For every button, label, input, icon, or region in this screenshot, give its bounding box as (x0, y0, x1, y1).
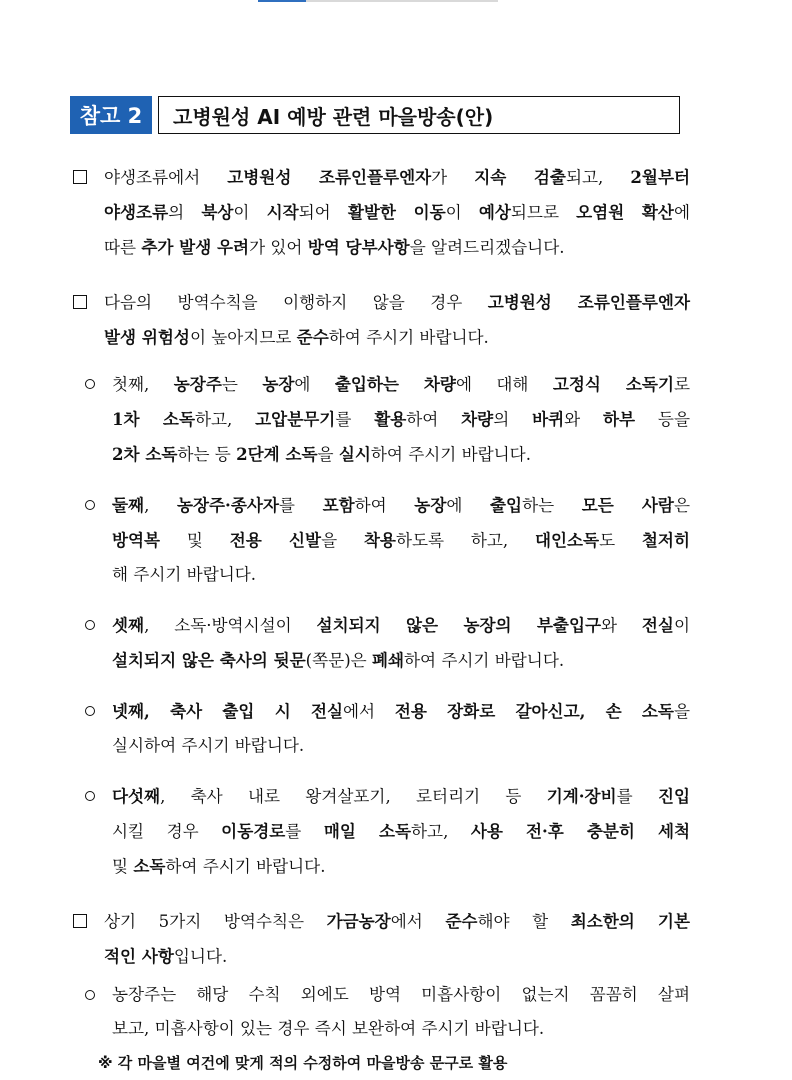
title-row (70, 96, 680, 134)
measure-3-line-1: 셋째, 소독·방역시설이 설치되지 않은 농장의 부출입구와 전실이 (112, 615, 690, 635)
document-body (70, 160, 690, 1073)
measure-1 (70, 367, 690, 472)
measure-1-line-1: 첫째, 농장주는 농장에 출입하는 차량에 대해 고정식 소독기로 (112, 374, 691, 394)
measure-4 (70, 694, 690, 763)
measure-5-line-1: 다섯째, 축사 내로 왕겨살포기, 로터리기 등 기계·장비를 진입 (112, 786, 690, 806)
circle-bullet-icon (85, 791, 95, 801)
header-rule-accent (258, 0, 306, 2)
additional-note-item (70, 978, 690, 1046)
measure-4-line-1: 넷째, 축사 출입 시 전실에서 전용 장화로 갈아신고, 손 소독을 (112, 701, 690, 721)
section-3 (70, 904, 690, 974)
circle-bullet-icon (85, 379, 95, 389)
measure-2-line-3: 해 주시기 바랍니다. (112, 565, 257, 584)
square-bullet-icon (73, 914, 87, 928)
document-title: 고병원성 AI 예방 관련 마을방송(안) (158, 96, 680, 134)
circle-bullet-icon (85, 706, 95, 716)
measure-2-line-1: 둘째, 농장주·종사자를 포함하여 농장에 출입하는 모든 사람은 (112, 495, 690, 515)
section-2-line-2: 발생 위험성이 높아지므로 준수하여 주시기 바랍니다. (104, 327, 489, 347)
circle-bullet-icon (85, 990, 95, 1000)
section-1-line-3: 따른 추가 발생 우려가 있어 방역 당부사항을 알려드리겠습니다. (104, 237, 565, 257)
measure-2-line-2: 방역복 및 전용 신발을 착용하도록 하고, 대인소독도 철저히 (112, 530, 690, 550)
section-3-line-2: 적인 사항입니다. (104, 946, 228, 966)
section-1-line-2: 야생조류의 북상이 시작되어 활발한 이동이 예상되므로 오염원 확산에 (104, 202, 690, 222)
measure-4-line-2: 실시하여 주시기 바랍니다. (112, 736, 305, 755)
usage-note: ※ 각 마을별 여건에 맞게 적의 수정하여 마을방송 문구로 활용 (98, 1054, 508, 1072)
section-1 (70, 160, 690, 265)
measure-5-line-2: 시킬 경우 이동경로를 매일 소독하고, 사용 전·후 충분히 세척 (112, 821, 690, 841)
header-rule (258, 0, 498, 2)
measure-2 (70, 488, 690, 592)
section-1-line-1: 야생조류에서 고병원성 조류인플루엔자가 지속 검출되고, 2월부터 (104, 167, 691, 187)
circle-bullet-icon (85, 620, 95, 630)
measure-3-line-2: 설치되지 않은 축사의 뒷문(쪽문)은 폐쇄하여 주시기 바랍니다. (112, 650, 565, 670)
measure-5-line-3: 및 소독하여 주시기 바랍니다. (112, 856, 326, 876)
measure-1-line-2: 1차 소독하고, 고압분무기를 활용하여 차량의 바퀴와 하부 등을 (112, 409, 690, 429)
additional-note-line-1: 농장주는 해당 수칙 외에도 방역 미흡사항이 없는지 꼼꼼히 살펴 (112, 985, 690, 1004)
measure-5 (70, 779, 690, 884)
section-3-line-1: 상기 5가지 방역수칙은 가금농장에서 준수해야 할 최소한의 기본 (104, 911, 690, 931)
section-2-line-1: 다음의 방역수칙을 이행하지 않을 경우 고병원성 조류인플루엔자 (104, 292, 690, 312)
measure-1-line-3: 2차 소독하는 등 2단계 소독을 실시하여 주시기 바랍니다. (112, 444, 531, 464)
square-bullet-icon (73, 295, 87, 309)
reference-tag: 참고 2 (70, 96, 152, 134)
measure-3 (70, 608, 690, 678)
additional-note-line-2: 보고, 미흡사항이 있는 경우 즉시 보완하여 주시기 바랍니다. (112, 1019, 545, 1038)
circle-bullet-icon (85, 500, 95, 510)
section-2 (70, 285, 690, 355)
square-bullet-icon (73, 170, 87, 184)
